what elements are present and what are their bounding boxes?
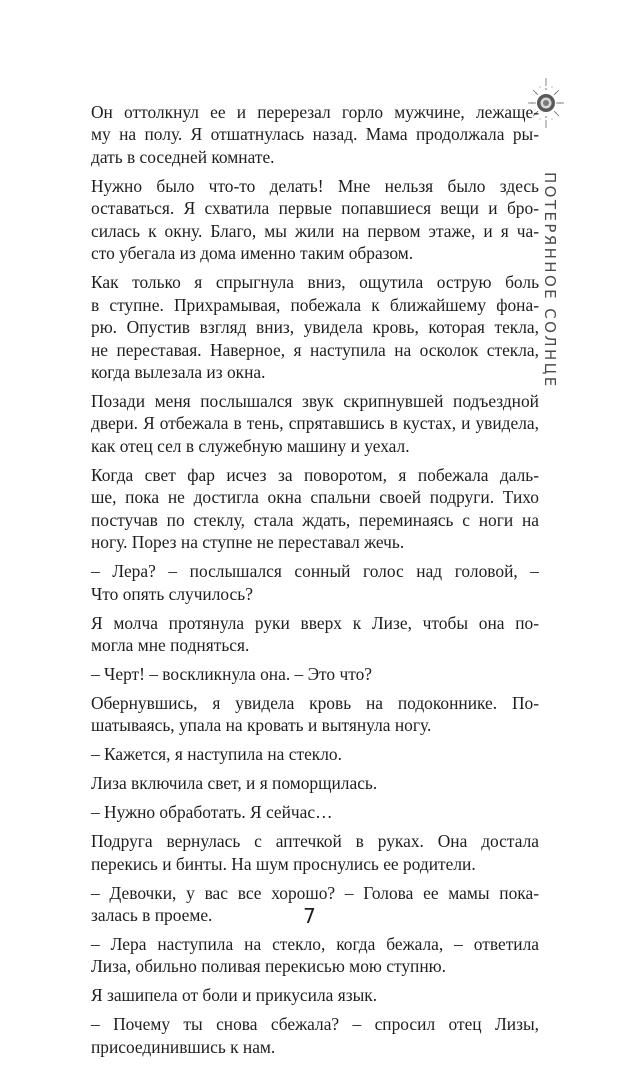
text-line: му на полу. Я отшатнулась назад. Мама продолжала ры- (91, 124, 539, 145)
text-line: ше, пока не достигла окна спальни своей подруги. Тихо (91, 487, 539, 508)
text-line: – Нужно обработать. Я сейчас… (91, 802, 333, 823)
text-line: Что опять случилось? (91, 583, 253, 604)
running-title: ПОТЕРЯННОЕ СОЛНЦЕ (541, 172, 559, 389)
paragraph (91, 1013, 539, 1058)
text-line: Он оттолкнул ее и перерезал горло мужчине, лежаще- (91, 102, 539, 122)
text-line: Подруга вернулась с аптечкой в руках. Она достала (91, 831, 539, 852)
text-line: – Девочки, у вас все хорошо? – Голова ее мамы пока- (91, 882, 539, 903)
text-line: Я зашипела от боли и прикусила язык. (91, 985, 378, 1006)
paragraph (91, 830, 539, 875)
text-line: постучав по стеклу, стала ждать, переминаясь с ноги на (91, 509, 539, 530)
text-line: сто убегала из дома именно таким образом. (91, 243, 414, 264)
text-line: Нужно было что-то делать! Мне нельзя было здесь (91, 175, 539, 196)
text-line: когда вылезала из окна. (91, 361, 266, 382)
text-line: Я молча протянула руки вверх к Лизе, чтобы она по- (91, 612, 539, 633)
paragraph (91, 663, 539, 685)
text-line: – Кажется, я наступила на стекло. (91, 744, 342, 765)
text-line: Позади меня послышался звук скрипнувшей подъездной (91, 390, 539, 411)
text-line: не переставая. Наверное, я наступила на осколок стекла, (91, 339, 539, 360)
paragraph (91, 612, 539, 657)
text-line: – Лера наступила на стекло, когда бежала, – ответила (91, 933, 539, 954)
text-line: как отец сел в служебную машину и уехал. (91, 435, 410, 456)
paragraph (91, 560, 539, 605)
paragraph (91, 101, 539, 168)
text-line: ногу. Порез на ступне не переставал жечь. (91, 532, 405, 553)
text-line: – Черт! – воскликнула она. – Это что? (91, 663, 373, 684)
text-line: – Лера? – послышался сонный голос над головой, – (91, 561, 539, 582)
page-number: 7 (303, 904, 316, 928)
paragraph (91, 772, 539, 794)
text-line: Лиза включила свет, и я поморщилась. (91, 773, 378, 794)
text-line: Как только я спрыгнула вниз, ощутила острую боль (91, 272, 539, 293)
paragraph (91, 933, 539, 978)
text-line: залась в проеме. (91, 905, 213, 925)
text-line: могла мне подняться. (91, 634, 250, 655)
text-line: присоединившись к нам. (91, 1036, 276, 1057)
paragraph (91, 464, 539, 554)
text-line: Лиза, обильно поливая перекисью мою ступню. (91, 956, 446, 977)
text-line: силась к окну. Благо, мы жили на первом этаже, и я ча- (91, 220, 539, 241)
text-line: рю. Опустив взгляд вниз, увидела кровь, которая текла, (91, 317, 539, 338)
text-line: оставаться. Я схватила первые попавшиеся вещи и бро- (91, 198, 539, 219)
text-line: в ступне. Прихрамывая, побежала к ближайшему фона- (91, 294, 539, 315)
text-line: дать в соседней комнате. (91, 146, 275, 167)
text-line: двери. Я отбежала в тень, спрятавшись в кустах, и увидела, (91, 413, 539, 434)
paragraph (91, 271, 539, 383)
paragraph (91, 390, 539, 457)
paragraph (91, 801, 539, 823)
text-line: – Почему ты снова сбежала? – спросил отец Лизы, (91, 1014, 539, 1035)
paragraph (91, 743, 539, 765)
text-line: Когда свет фар исчез за поворотом, я побежала даль- (91, 464, 539, 485)
paragraph (91, 175, 539, 265)
paragraph (91, 984, 539, 1006)
paragraph (91, 692, 539, 737)
text-line: перекись и бинты. На шум проснулись ее родители. (91, 853, 476, 874)
text-line: шатываясь, упала на кровать и вытянула ногу. (91, 715, 432, 736)
text-line: Обернувшись, я увидела кровь на подоконнике. По- (91, 692, 539, 713)
